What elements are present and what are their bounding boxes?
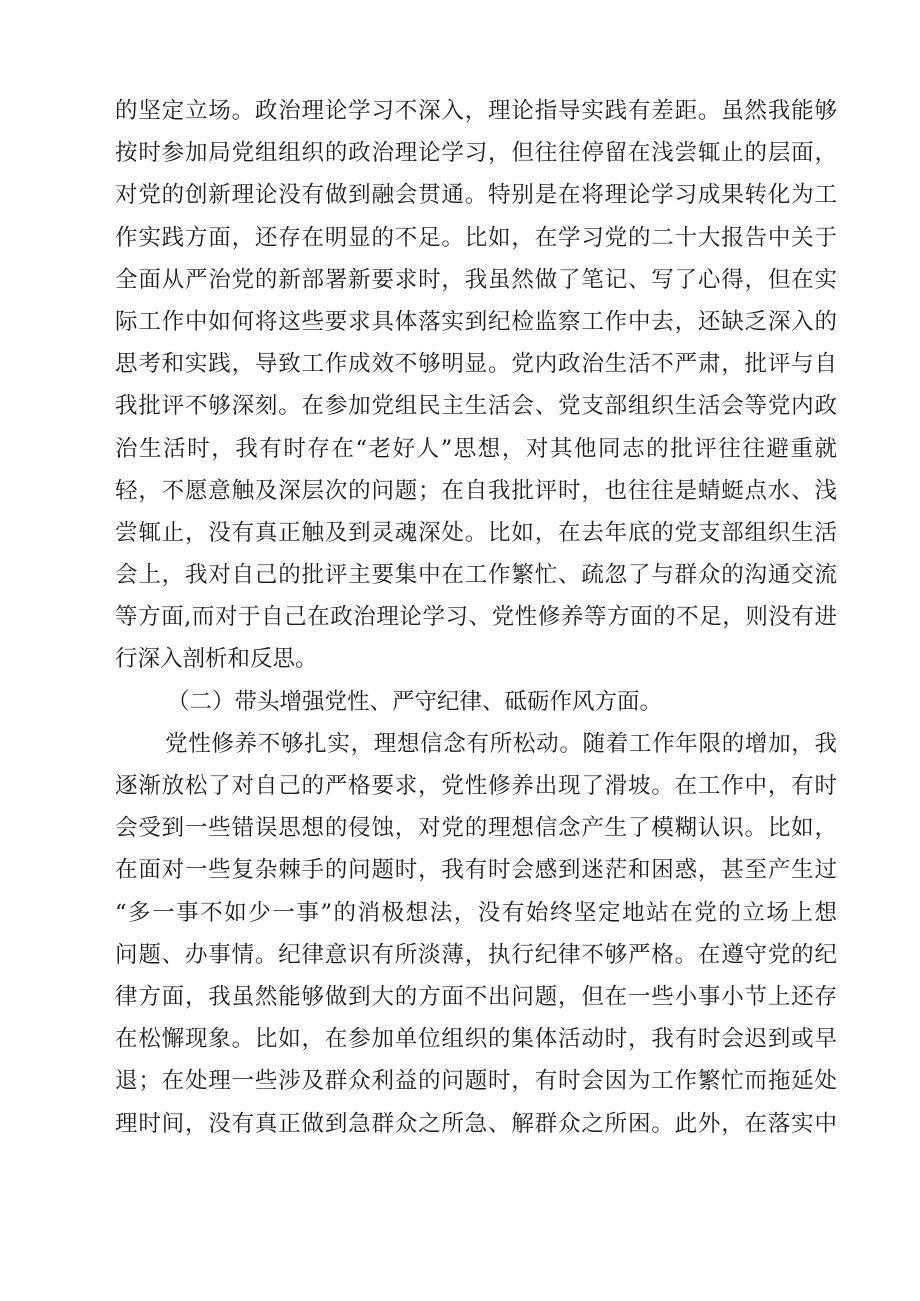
text-line: 会受到一些错误思想的侵蚀，对党的理想信念产生了模糊认识。比如， [115, 815, 837, 842]
text-line: 在松懈现象。比如，在参加单位组织的集体活动时，我有时会迟到或早 [115, 1026, 837, 1053]
text-line: 理时间，没有真正做到急群众之所急、解群众之所困。此外，在落实中 [115, 1110, 837, 1137]
text-line: 尝辄止，没有真正触及到灵魂深处。比如，在去年底的党支部组织生活 [115, 519, 837, 546]
text-line: 我批评不够深刻。在参加党组民主生活会、党支部组织生活会等党内政 [115, 393, 837, 420]
text-line: 在面对一些复杂棘手的问题时，我有时会感到迷茫和困惑，甚至产生过 [115, 857, 837, 884]
text-line: 轻，不愿意触及深层次的问题；在自我批评时，也往往是蜻蜓点水、浅 [115, 477, 837, 504]
document-body [115, 90, 837, 1145]
text-line: 会上，我对自己的批评主要集中在工作繁忙、疏忽了与群众的沟通交流 [115, 562, 837, 589]
text-line: 全面从严治党的新部署新要求时，我虽然做了笔记、写了心得，但在实 [115, 266, 837, 293]
text-line: 对党的创新理论没有做到融会贯通。特别是在将理论学习成果转化为工 [115, 182, 837, 209]
section-heading: （二）带头增强党性、严守纪律、砥砺作风方面。 [167, 688, 663, 715]
text-line: “多一事不如少一事”的消极想法，没有始终坚定地站在党的立场上想 [115, 899, 837, 926]
text-line: 作实践方面，还存在明显的不足。比如，在学习党的二十大报告中关于 [115, 224, 837, 251]
text-line: 按时参加局党组组织的政治理论学习，但往往停留在浅尝辄止的层面， [115, 140, 837, 167]
text-line: 思考和实践，导致工作成效不够明显。党内政治生活不严肃，批评与自 [115, 351, 837, 378]
text-line: 等方面,而对于自己在政治理论学习、党性修养等方面的不足，则没有进 [115, 604, 837, 631]
text-line: 律方面，我虽然能够做到大的方面不出问题，但在一些小事小节上还存 [115, 983, 837, 1010]
text-line: 退；在处理一些涉及群众利益的问题时，有时会因为工作繁忙而拖延处 [115, 1068, 837, 1095]
text-line: 的坚定立场。政治理论学习不深入，理论指导实践有差距。虽然我能够 [115, 98, 837, 124]
text-line: 治生活时，我有时存在“老好人”思想，对其他同志的批评往往避重就 [115, 435, 837, 462]
text-line: 党性修养不够扎实，理想信念有所松动。随着工作年限的增加，我 [165, 730, 837, 757]
text-line: 际工作中如何将这些要求具体落实到纪检监察工作中去，还缺乏深入的 [115, 308, 837, 335]
text-line: 问题、办事情。纪律意识有所淡薄，执行纪律不够严格。在遵守党的纪 [115, 941, 837, 968]
text-line: 逐渐放松了对自己的严格要求，党性修养出现了滑坡。在工作中，有时 [115, 773, 837, 799]
text-line: 行深入剖析和反思。 [115, 646, 318, 673]
